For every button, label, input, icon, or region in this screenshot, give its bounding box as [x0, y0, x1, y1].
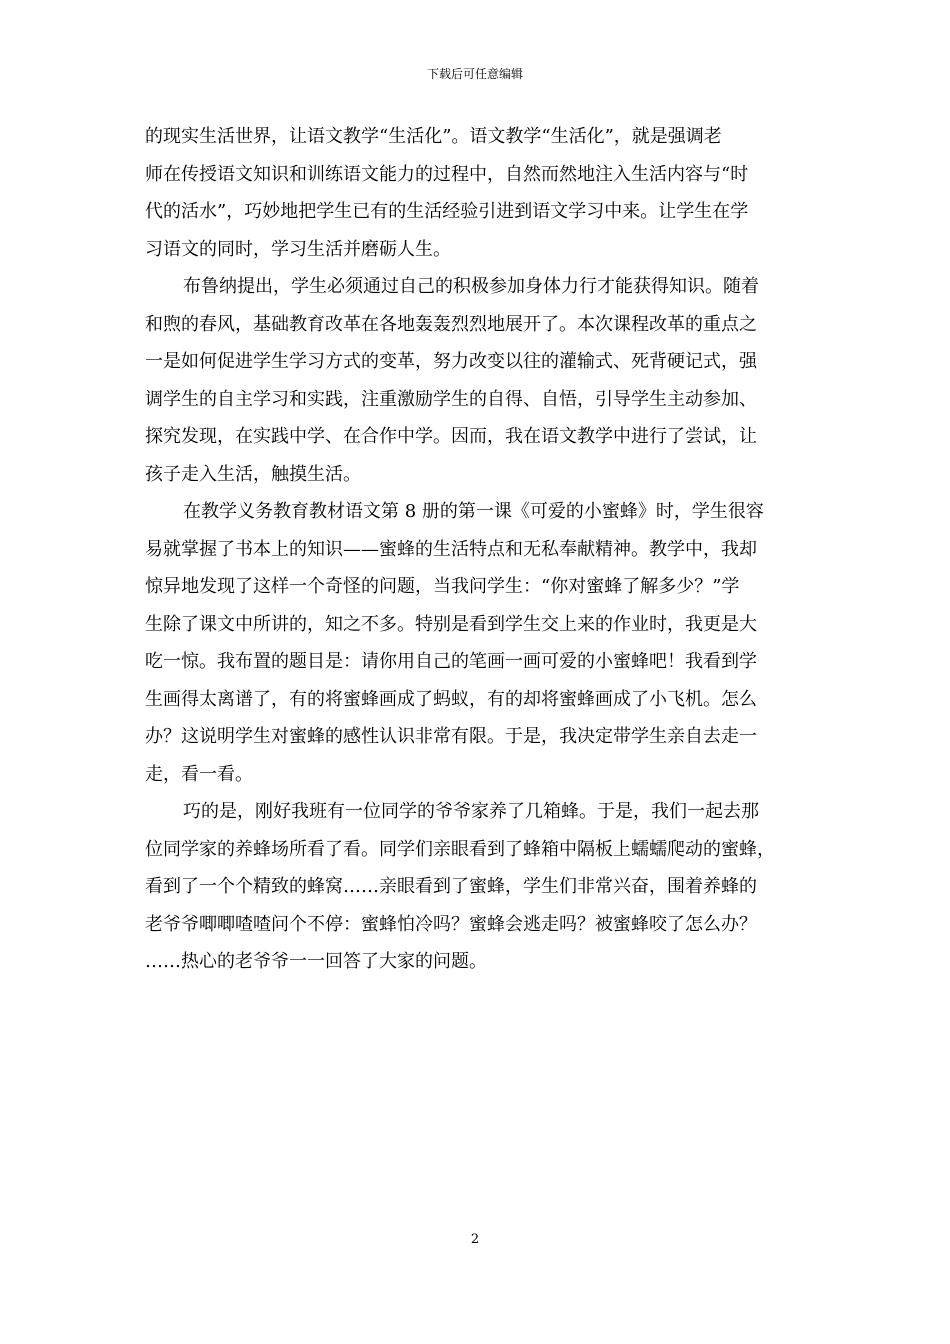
- page-number: 2: [470, 1232, 480, 1247]
- text-line: 探究发现，在实践中学、在合作中学。因而，我在语文教学中进行了尝试，让: [145, 426, 757, 447]
- document-body: [145, 118, 809, 981]
- text-line: 调学生的自主学习和实践，注重激励学生的自得、自悟，引导学生主动参加、: [145, 388, 757, 410]
- text-line: 位同学家的养蜂场所看了看。同学们亲眼看到了蜂箱中隔板上蠕蠕爬动的蜜蜂，: [145, 838, 775, 860]
- text-line: 布鲁纳提出，学生必须通过自己的积极参加身体力行才能获得知识。随着: [183, 276, 759, 297]
- text-line: 生除了课文中所讲的，知之不多。特别是看到学生交上来的作业时，我更是大: [145, 613, 757, 635]
- text-line: 的现实生活世界，让语文教学“生活化”。语文教学“生活化”，就是强调老: [145, 126, 722, 147]
- paragraph: [145, 793, 809, 981]
- text-line: ……热心的老爷爷一一回答了大家的问题。: [145, 951, 487, 972]
- text-line: 看到了一个个精致的蜂窝……亲眼看到了蜜蜂，学生们非常兴奋，围着养蜂的: [145, 876, 757, 897]
- text-line: 老爷爷唧唧喳喳问个不停：蜜蜂怕冷吗？蜜蜂会逃走吗？被蜜蜂咬了怎么办？: [145, 913, 757, 935]
- text-line: 代的活水”，巧妙地把学生已有的生活经验引进到语文学习中来。让学生在学: [145, 201, 749, 222]
- text-line: 师在传授语文知识和训练语文能力的过程中，自然而然地注入生活内容与“时: [145, 163, 749, 185]
- text-line: 走，看一看。: [145, 763, 253, 785]
- paragraph: [145, 118, 809, 268]
- text-line: 习语文的同时，学习生活并磨砺人生。: [145, 238, 451, 260]
- page-header: 下载后可任意编辑: [426, 67, 523, 81]
- text-line: 孩子走入生活，触摸生活。: [145, 463, 361, 485]
- text-line: 易就掌握了书本上的知识——蜜蜂的生活特点和无私奉献精神。教学中，我却: [145, 538, 757, 560]
- text-line: 惊异地发现了这样一个奇怪的问题，当我问学生：“你对蜜蜂了解多少？”学: [145, 576, 740, 597]
- text-line: 办？这说明学生对蜜蜂的感性认识非常有限。于是，我决定带学生亲自去走一: [145, 726, 757, 747]
- text-line: 和煦的春风，基础教育改革在各地轰轰烈烈地展开了。本次课程改革的重点之: [145, 313, 757, 335]
- text-line: 吃一惊。我布置的题目是：请你用自己的笔画一画可爱的小蜜蜂吧！我看到学: [145, 651, 757, 672]
- text-line: 巧的是，刚好我班有一位同学的爷爷家养了几箱蜂。于是，我们一起去那: [183, 801, 759, 822]
- paragraph: [145, 268, 809, 493]
- text-line: 生画得太离谱了，有的将蜜蜂画成了蚂蚁，有的却将蜜蜂画成了小飞机。怎么: [145, 688, 757, 710]
- text-line: 一是如何促进学生学习方式的变革，努力改变以往的灌输式、死背硬记式，强: [145, 351, 757, 372]
- text-line: 在教学义务教育教材语文第 8 册的第一课《可爱的小蜜蜂》时，学生很容: [183, 501, 764, 522]
- paragraph: [145, 493, 809, 793]
